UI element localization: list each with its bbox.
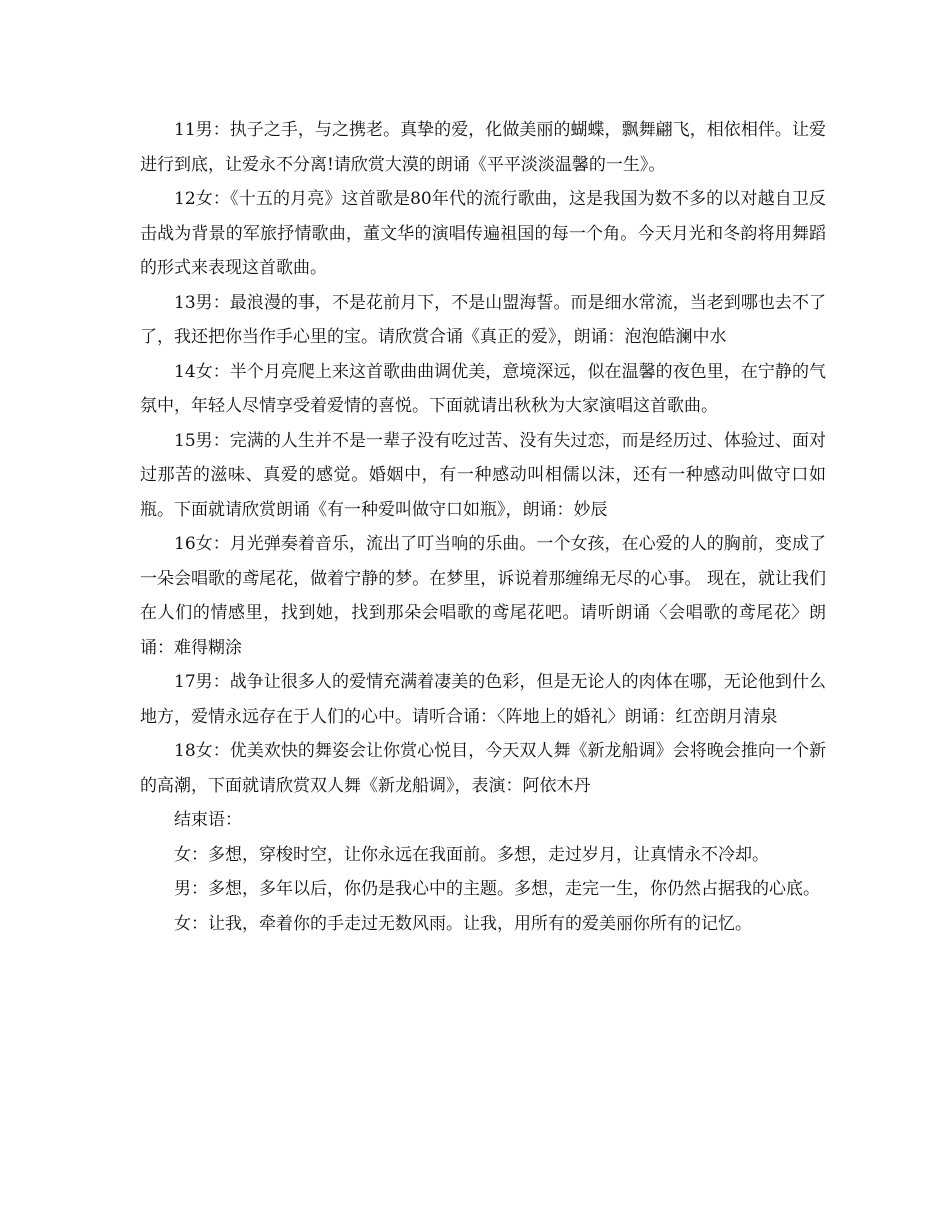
closing-line-male: 男：多想，多年以后，你仍是我心中的主题。多想，走完一生，你仍然占据我的心底。 (174, 879, 820, 899)
script-paragraph-17: 17男：战争让很多人的爱情充满着凄美的色彩，但是无论人的肉体在哪，无论他到什么地方，爱情永远存在于人们的心中。请听合诵：〈阵地上的婚礼〉朗诵：红峦朗月清泉 (140, 672, 826, 727)
script-paragraph-16: 16女：月光弹奏着音乐，流出了叮当响的乐曲。一个女孩，在心爱的人的胸前，变成了一朵会唱歌的鸢尾花，做着宁静的梦。在梦里，诉说着那缠绵无尽的心事。 现在，就让我们在人们的情感里，找到她，找到那朵会唱歌的鸢尾花吧。请听朗诵〈会唱歌的鸢尾花〉朗诵：难得糊涂 (140, 534, 826, 658)
script-paragraph-13: 13男：最浪漫的事，不是花前月下，不是山盟海誓。而是细水常流，当老到哪也去不了了，我还把你当作手心里的宝。请欣赏合诵《真正的爱》，朗诵：泡泡皓澜中水 (140, 292, 826, 347)
document-page (140, 113, 826, 941)
closing-line-female-2: 女：让我，牵着你的手走过无数风雨。让我，用所有的爱美丽你所有的记忆。 (174, 913, 752, 934)
closing-heading: 结束语： (174, 810, 242, 830)
script-paragraph-11: 11男：执子之手，与之携老。真挚的爱，化做美丽的蝴蝶，飘舞翩飞，相依相伴。让爱进行到底，让爱永不分离!请欣赏大漠的朗诵《平平淡淡温馨的一生》。 (140, 120, 826, 175)
script-paragraph-12: 12女：《十五的月亮》这首歌是80年代的流行歌曲，这是我国为数不多的以对越自卫反击战为背景的军旅抒情歌曲，董文华的演唱传遍祖国的每一个角。今天月光和冬韵将用舞蹈的形式来表现这首歌曲。 (140, 189, 826, 278)
closing-line-female-1: 女：多想，穿梭时空，让你永远在我面前。多想，走过岁月，让真情永不冷却。 (174, 844, 769, 865)
script-paragraph-15: 15男：完满的人生并不是一辈子没有吃过苦、没有失过恋，而是经历过、体验过、面对过那苦的滋味、真爱的感觉。婚姻中，有一种感动叫相儒以沫，还有一种感动叫做守口如瓶。下面就请欣赏朗诵《有一种爱叫做守口如瓶》，朗诵：妙辰 (140, 430, 826, 520)
script-paragraph-14: 14女：半个月亮爬上来这首歌曲曲调优美，意境深远，似在温馨的夜色里，在宁静的气氛中，年轻人尽情享受着爱情的喜悦。下面就请出秋秋为大家演唱这首歌曲。 (140, 361, 826, 416)
script-paragraph-18: 18女：优美欢快的舞姿会让你赏心悦目，今天双人舞《新龙船调》会将晚会推向一个新的高潮，下面就请欣赏双人舞《新龙船调》，表演：阿依木丹 (140, 741, 826, 796)
